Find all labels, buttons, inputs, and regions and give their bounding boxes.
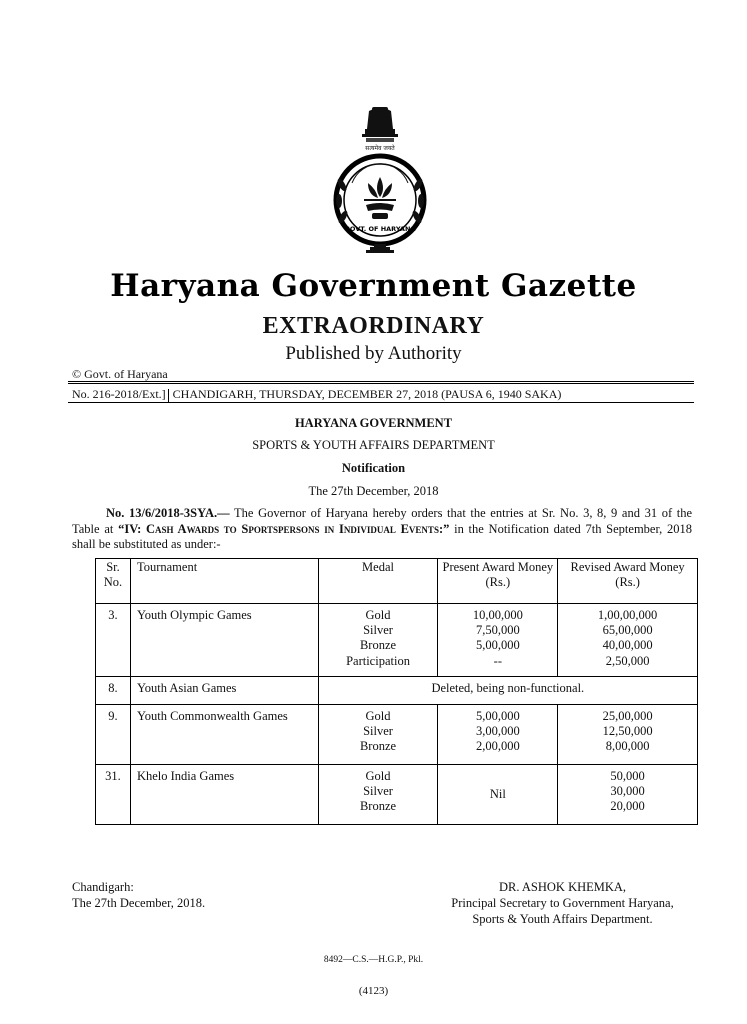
header-present-award: Present Award Money (Rs.) bbox=[438, 559, 558, 604]
table-row bbox=[96, 604, 698, 677]
medal-name: Bronze bbox=[359, 638, 397, 653]
divider bbox=[68, 381, 694, 382]
revised-amount: 25,00,000 bbox=[602, 709, 653, 723]
row-sr: 31. bbox=[96, 765, 131, 825]
place: Chandigarh: bbox=[72, 880, 134, 894]
present-amount: 5,00,000 bbox=[475, 638, 520, 653]
row-sr: 3. bbox=[96, 604, 131, 677]
header-medal: Medal bbox=[318, 559, 438, 604]
medal-name: Silver bbox=[363, 784, 393, 799]
medal-name: Bronze bbox=[359, 799, 397, 814]
copyright-line: © Govt. of Haryana bbox=[72, 367, 168, 381]
medal-name: Silver bbox=[363, 724, 393, 739]
present-amount: Nil bbox=[438, 765, 558, 825]
table-row bbox=[96, 705, 698, 765]
medal-name: Gold bbox=[365, 709, 391, 723]
revised-amount: 12,50,000 bbox=[602, 724, 653, 739]
row-revised-awards bbox=[558, 765, 698, 825]
table-header-row bbox=[96, 559, 698, 604]
present-amount: -- bbox=[493, 653, 502, 668]
revised-amount: 65,00,000 bbox=[602, 623, 653, 638]
row-revised-awards bbox=[558, 604, 698, 677]
body-text: in the Notification dated 7th September, 2018 shall be substituted as under:- bbox=[72, 521, 692, 551]
dateline: CHANDIGARH, THURSDAY, DECEMBER 27, 2018 (PAUSA 6, 1940 SAKA) bbox=[172, 387, 562, 401]
table-reference: “IV: Cash Awards to Sportspersons in Individual Events:” bbox=[118, 521, 450, 536]
signatory-designation: Principal Secretary to Government Haryana, bbox=[451, 896, 674, 910]
signing-date: The 27th December, 2018. bbox=[72, 896, 206, 910]
notification-heading: Notification bbox=[341, 461, 406, 475]
header-tournament: Tournament bbox=[130, 559, 318, 604]
row-note: Deleted, being non-functional. bbox=[318, 677, 697, 705]
page-number: (4123) bbox=[358, 985, 389, 997]
row-tournament: Youth Olympic Games bbox=[130, 604, 318, 677]
table-row bbox=[96, 765, 698, 825]
row-sr: 9. bbox=[96, 705, 131, 765]
row-medals bbox=[318, 705, 438, 765]
haryana-emblem bbox=[322, 105, 438, 255]
issue-number: No. 216-2018/Ext.] bbox=[72, 387, 166, 401]
present-amount: 2,00,000 bbox=[475, 739, 520, 754]
revised-amount: 30,000 bbox=[610, 784, 645, 799]
row-sr: 8. bbox=[96, 677, 131, 705]
divider bbox=[68, 383, 694, 384]
notification-date: The 27th December, 2018 bbox=[308, 484, 439, 498]
awards-table bbox=[95, 558, 698, 825]
present-amount: 3,00,000 bbox=[475, 724, 520, 739]
signatory-name: DR. ASHOK KHEMKA, bbox=[498, 880, 627, 894]
revised-amount: 40,00,000 bbox=[602, 638, 653, 653]
emblem-ring-text: GOVT. OF HARYANA bbox=[344, 225, 416, 233]
svg-text:सत्यमेव जयते: सत्यमेव जयते bbox=[365, 145, 395, 152]
present-amount: 7,50,000 bbox=[475, 623, 520, 638]
extraordinary-label: EXTRAORDINARY bbox=[262, 313, 485, 339]
printing-reference: 8492—C.S.—H.G.P., Pkl. bbox=[323, 955, 424, 965]
header-sr-no: Sr. No. bbox=[96, 559, 131, 604]
row-present-awards bbox=[438, 705, 558, 765]
revised-amount: 50,000 bbox=[610, 769, 645, 783]
row-tournament: Youth Commonwealth Games bbox=[130, 705, 318, 765]
medal-name: Gold bbox=[365, 769, 391, 783]
medal-name: Bronze bbox=[359, 739, 397, 754]
row-present-awards bbox=[438, 604, 558, 677]
row-tournament: Khelo India Games bbox=[130, 765, 318, 825]
medal-name: Gold bbox=[365, 608, 391, 622]
department-heading: SPORTS & YOUTH AFFAIRS DEPARTMENT bbox=[252, 438, 495, 452]
government-heading: HARYANA GOVERNMENT bbox=[294, 416, 453, 430]
revised-amount: 8,00,000 bbox=[605, 739, 650, 754]
present-amount: 10,00,000 bbox=[472, 608, 523, 622]
revised-amount: 2,50,000 bbox=[605, 653, 650, 668]
table-row bbox=[96, 677, 698, 705]
row-medals bbox=[318, 604, 438, 677]
notification-body bbox=[72, 506, 692, 553]
issue-line bbox=[72, 387, 561, 402]
signatory-department: Sports & Youth Affairs Department. bbox=[472, 912, 653, 926]
revised-amount: 1,00,00,000 bbox=[597, 608, 658, 622]
gazette-title: Haryana Government Gazette bbox=[110, 268, 637, 304]
body-text: The Governor of Haryana hereby orders that the entries at Sr. No. 3, 8, 9 and 31 of the Table at bbox=[72, 506, 693, 536]
row-medals bbox=[318, 765, 438, 825]
row-tournament: Youth Asian Games bbox=[130, 677, 318, 705]
header-revised-award: Revised Award Money (Rs.) bbox=[558, 559, 698, 604]
signature-block bbox=[440, 879, 685, 927]
revised-amount: 20,000 bbox=[610, 799, 645, 814]
present-amount: 5,00,000 bbox=[475, 709, 520, 723]
reference-number: No. 13/6/2018-3SYA.— bbox=[106, 506, 230, 520]
medal-name: Silver bbox=[363, 623, 393, 638]
place-and-date bbox=[72, 879, 205, 911]
divider bbox=[68, 402, 694, 403]
published-by-authority: Published by Authority bbox=[285, 343, 462, 364]
medal-name: Participation bbox=[346, 653, 410, 668]
row-revised-awards bbox=[558, 705, 698, 765]
